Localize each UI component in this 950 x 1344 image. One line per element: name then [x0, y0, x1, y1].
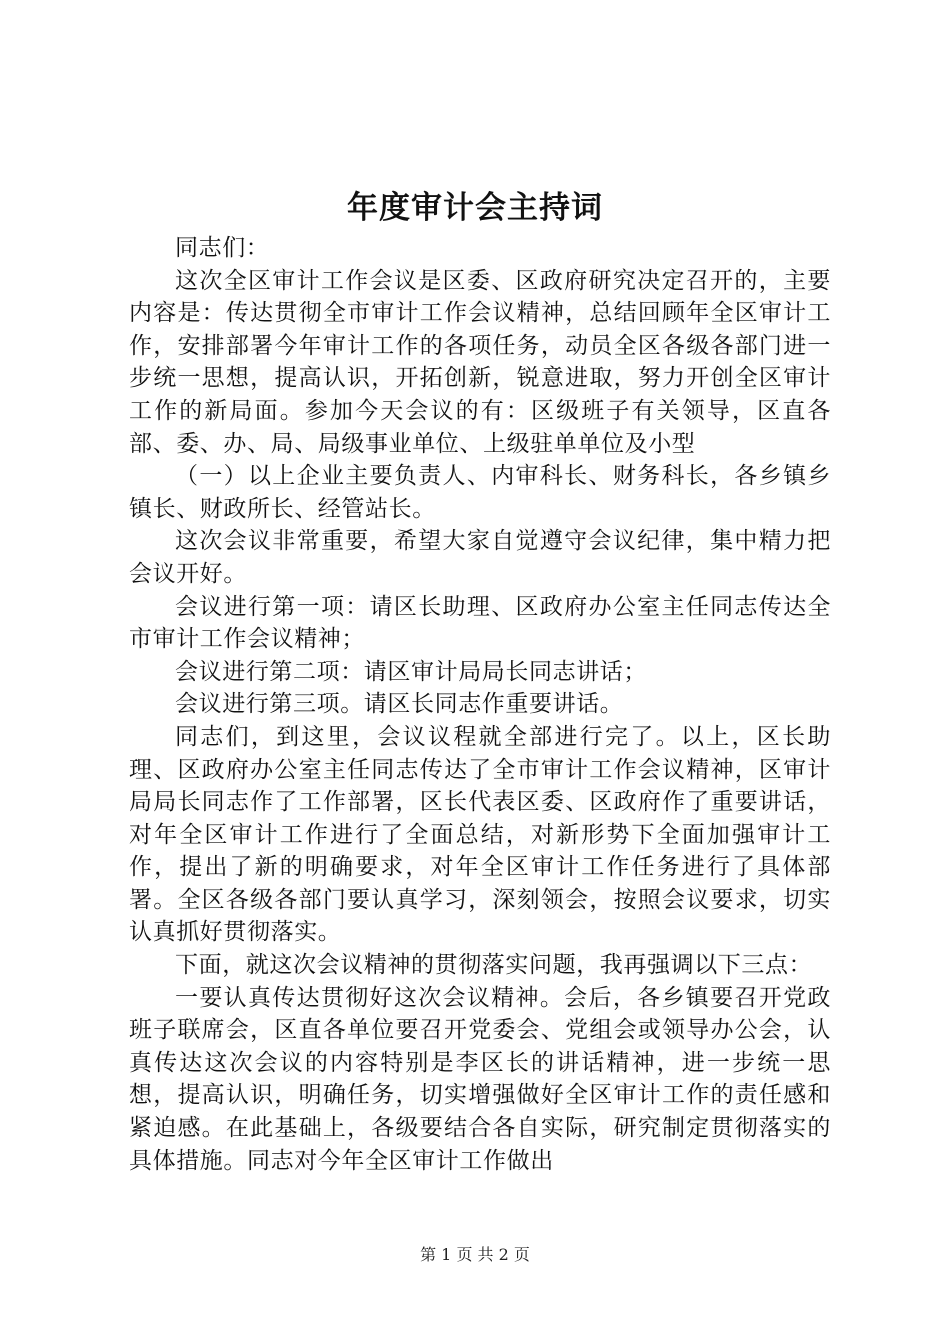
- paragraph-summary: 同志们，到这里，会议议程就全部进行完了。以上，区长助理、区政府办公室主任同志传达了全市审计工作会议精神，区审计局局长同志作了工作部署，区长代表区委、区政府作了重要讲话，对年全区审计工作进行了全面总结，对新形势下全面加强审计工作，提出了新的明确要求，对年全区审计工作任务进行了具体部署。全区各级各部门要认真学习，深刻领会，按照会议要求，切实认真抓好贯彻落实。: [129, 723, 831, 946]
- paragraph-point-one: 一要认真传达贯彻好这次会议精神。会后，各乡镇要召开党政班子联席会，区直各单位要召开党委会、党组会或领导办公会，认真传达这次会议的内容特别是李区长的讲话精神，进一步统一思想，提高认识，明确任务，切实增强做好全区审计工作的责任感和紧迫感。在此基础上，各级要结合各自实际，研究制定贯彻落实的具体措施。同志对今年全区审计工作做出: [129, 984, 831, 1174]
- paragraph-agenda-item-3: 会议进行第三项。请区长同志作重要讲话。: [175, 691, 624, 718]
- paragraph-agenda-item-2: 会议进行第二项：请区审计局局长同志讲话；: [175, 658, 647, 685]
- paragraph-meeting-intro: 这次全区审计工作会议是区委、区政府研究决定召开的，主要内容是：传达贯彻全市审计工作会议精神，总结回顾年全区审计工作，安排部署今年审计工作的各项任务，动员全区各级各部门进一步统一思想，提高认识，开拓创新，锐意进取，努力开创全区审计工作的新局面。参加今天会议的有：区级班子有关领导，区直各部、委、办、局、局级事业单位、上级驻单单位及小型: [129, 267, 831, 457]
- paragraph-attendees: （一）以上企业主要负责人、内审科长、财务科长，各乡镇乡镇长、财政所长、经管站长。: [129, 463, 831, 522]
- paragraph-salutation: 同志们：: [175, 235, 270, 261]
- document-body: [129, 232, 831, 1177]
- paragraph-three-points-intro: 下面，就这次会议精神的贯彻落实问题，我再强调以下三点：: [175, 952, 813, 979]
- paragraph-discipline: 这次会议非常重要，希望大家自觉遵守会议纪律，集中精力把会议开好。: [129, 528, 831, 587]
- page-footer: 第 1 页 共 2 页: [420, 1245, 530, 1264]
- document-title: 年度审计会主持词: [347, 190, 603, 226]
- paragraph-agenda-item-1: 会议进行第一项：请区长助理、区政府办公室主任同志传达全市审计工作会议精神；: [129, 593, 831, 653]
